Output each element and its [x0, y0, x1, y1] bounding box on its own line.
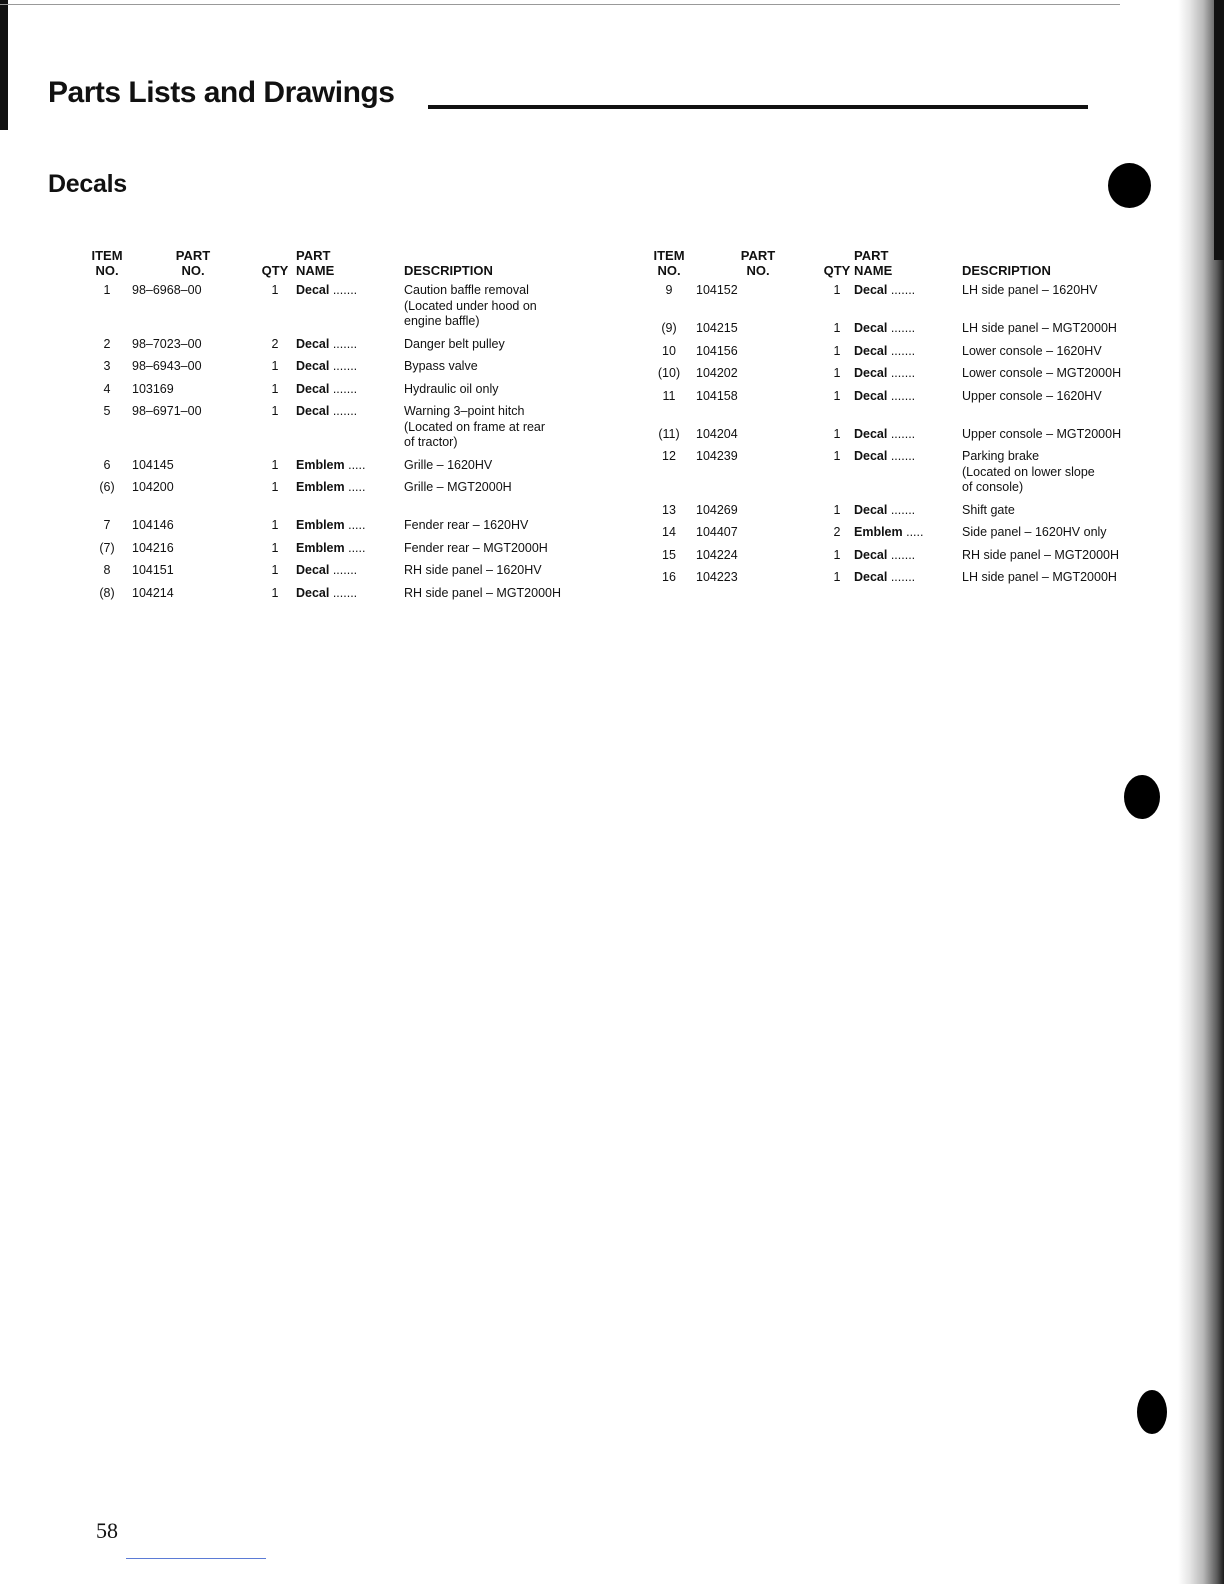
part-no-cell: 104223 [696, 570, 738, 584]
item-no-cell: 8 [103, 563, 111, 577]
description-cell: Caution baffle removal (Located under hood on engine baffle) [404, 283, 537, 328]
part-name-cell [296, 563, 404, 586]
table-row [642, 366, 1162, 389]
title-rule [428, 105, 1088, 109]
part-name-text: Decal [854, 366, 888, 380]
part-no-cell: 104224 [696, 547, 738, 562]
part-no-cell: 98–6968–00 [132, 283, 202, 297]
description-cell: RH side panel – 1620HV [404, 563, 542, 577]
part-name-cell [296, 337, 404, 360]
qty-cell: 1 [833, 547, 841, 562]
part-name-text: Decal [854, 388, 888, 403]
part-name-text: Decal [854, 449, 888, 463]
leader-dots: ....... [329, 585, 358, 600]
part-name-text: Decal [854, 547, 888, 562]
table-row [642, 570, 1162, 593]
table-row [82, 563, 604, 586]
part-name-text: Decal [296, 283, 330, 297]
table-row [642, 389, 1162, 427]
part-no-cell: 98–6943–00 [132, 359, 202, 373]
table-row [82, 541, 604, 564]
qty-cell: 1 [271, 404, 279, 418]
part-no-cell: 104215 [696, 321, 738, 335]
item-no-cell: 10 [662, 343, 676, 358]
leader-dots: ....... [329, 283, 358, 297]
part-name-cell [854, 449, 962, 503]
part-name-text: Decal [296, 381, 330, 396]
table-row [82, 518, 604, 541]
page-frame-left [0, 0, 8, 130]
qty-cell: 1 [833, 449, 841, 463]
part-no-cell: 104145 [132, 457, 174, 472]
part-no-cell: 104200 [132, 480, 174, 494]
item-no-cell: 7 [103, 518, 111, 532]
part-name-cell [854, 344, 962, 367]
leader-dots: ..... [344, 518, 366, 532]
item-no-cell: 1 [103, 283, 111, 297]
page-edge-top [0, 4, 1120, 5]
description-cell: RH side panel – MGT2000H [962, 547, 1120, 562]
item-no-cell: (11) [658, 426, 680, 441]
item-no-cell: (9) [661, 321, 677, 335]
part-name-cell [296, 382, 404, 405]
qty-cell: 1 [271, 359, 279, 373]
description-cell: Grille – MGT2000H [404, 480, 512, 494]
part-name-cell [854, 321, 962, 344]
part-name-text: Decal [296, 359, 330, 373]
qty-cell: 1 [271, 381, 279, 396]
qty-cell: 1 [271, 283, 279, 297]
description-cell: Grille – 1620HV [404, 457, 493, 472]
qty-cell: 1 [833, 388, 841, 403]
part-name-cell [854, 283, 962, 321]
part-no-cell: 98–6971–00 [132, 404, 202, 418]
description-cell: Fender rear – 1620HV [404, 518, 529, 532]
part-no-cell: 104407 [696, 525, 738, 539]
binder-hole-middle [1124, 775, 1160, 819]
part-name-text: Decal [854, 502, 888, 517]
part-no-cell: 104156 [696, 343, 738, 358]
part-name-cell [854, 570, 962, 593]
item-no-cell: 5 [103, 404, 111, 418]
table-header-row [642, 248, 1162, 283]
leader-dots: ....... [329, 563, 358, 577]
table-row [642, 548, 1162, 571]
description-cell: Warning 3–point hitch (Located on frame at rear of tractor) [404, 404, 546, 449]
part-name-cell [854, 525, 962, 548]
part-name-text: Decal [296, 404, 330, 418]
item-no-cell: 9 [665, 283, 673, 297]
leader-dots: ....... [887, 502, 916, 517]
leader-dots: ....... [329, 381, 358, 396]
part-name-text: Emblem [296, 480, 345, 494]
leader-dots: ....... [887, 426, 916, 441]
item-no-cell: 12 [662, 449, 676, 463]
header-item-no: ITEM NO. [653, 248, 685, 278]
part-no-cell: 104269 [696, 502, 738, 517]
header-part-name: PART NAME [296, 248, 335, 278]
footer-rule [126, 1558, 266, 1559]
description-cell: LH side panel – MGT2000H [962, 321, 1117, 335]
item-no-cell: 14 [662, 525, 676, 539]
description-cell: LH side panel – MGT2000H [962, 570, 1117, 584]
table-row [82, 359, 604, 382]
part-name-cell [296, 283, 404, 337]
table-row [82, 283, 604, 337]
qty-cell: 1 [271, 585, 279, 600]
leader-dots: ..... [344, 480, 366, 494]
qty-cell: 1 [833, 283, 841, 297]
part-no-cell: 104158 [696, 388, 738, 403]
parts-table-left-body [82, 283, 604, 608]
qty-cell: 1 [271, 480, 279, 494]
item-no-cell: 16 [662, 570, 676, 584]
table-row [82, 480, 604, 518]
description-cell: Shift gate [962, 502, 1015, 517]
page-number: 58 [96, 1518, 118, 1543]
leader-dots: ....... [887, 449, 916, 463]
description-cell: RH side panel – MGT2000H [404, 585, 562, 600]
qty-cell: 1 [833, 366, 841, 380]
qty-cell: 1 [833, 502, 841, 517]
item-no-cell: 13 [662, 502, 676, 517]
table-row [642, 427, 1162, 450]
item-no-cell: 2 [103, 336, 111, 351]
table-row [82, 404, 604, 458]
leader-dots: ..... [344, 457, 366, 472]
part-name-text: Emblem [854, 525, 903, 539]
description-cell: Lower console – MGT2000H [962, 366, 1122, 380]
qty-cell: 2 [271, 336, 279, 351]
leader-dots: ....... [887, 547, 916, 562]
table-row [642, 344, 1162, 367]
qty-cell: 1 [271, 563, 279, 577]
qty-cell: 1 [271, 518, 279, 532]
description-cell: LH side panel – 1620HV [962, 283, 1098, 297]
leader-dots: ....... [887, 388, 916, 403]
leader-dots: ....... [329, 404, 358, 418]
part-no-cell: 103169 [132, 381, 174, 396]
binder-hole-bottom [1137, 1390, 1167, 1434]
table-row [642, 525, 1162, 548]
part-name-cell [854, 366, 962, 389]
leader-dots: ....... [887, 366, 916, 380]
description-cell: Upper console – MGT2000H [962, 426, 1122, 441]
description-cell: Lower console – 1620HV [962, 343, 1102, 358]
leader-dots: ....... [887, 321, 916, 335]
header-qty: QTY [823, 263, 851, 278]
part-no-cell: 98–7023–00 [132, 336, 202, 351]
item-no-cell: 4 [103, 381, 111, 396]
part-no-cell: 104146 [132, 518, 174, 532]
part-no-cell: 104151 [132, 563, 174, 577]
table-header-row [82, 248, 604, 283]
leader-dots: ....... [329, 336, 358, 351]
part-name-cell [296, 480, 404, 518]
leader-dots: ....... [329, 359, 358, 373]
part-no-cell: 104202 [696, 366, 738, 380]
parts-table-right-body [642, 283, 1162, 593]
description-cell: Parking brake (Located on lower slope of console) [962, 449, 1095, 494]
parts-table-left [82, 248, 604, 608]
header-item-no: ITEM NO. [91, 248, 123, 278]
description-cell: Fender rear – MGT2000H [404, 540, 548, 555]
part-no-cell: 104152 [696, 283, 738, 297]
part-name-text: Decal [854, 570, 888, 584]
part-no-cell: 104216 [132, 540, 174, 555]
item-no-cell: (10) [657, 366, 681, 380]
part-name-cell [854, 548, 962, 571]
part-name-text: Emblem [296, 457, 345, 472]
part-no-cell: 104239 [696, 449, 738, 463]
item-no-cell: 3 [103, 359, 111, 373]
header-description: DESCRIPTION [962, 263, 1051, 278]
item-no-cell: (8) [99, 585, 115, 600]
page-title: Parts Lists and Drawings [48, 76, 395, 109]
qty-cell: 2 [833, 525, 841, 539]
header-qty: QTY [261, 263, 289, 278]
part-name-cell [296, 359, 404, 382]
item-no-cell: (7) [99, 540, 115, 555]
table-row [82, 382, 604, 405]
header-description: DESCRIPTION [404, 263, 493, 278]
part-name-cell [854, 389, 962, 427]
part-name-text: Decal [854, 321, 888, 335]
item-no-cell: 6 [103, 457, 111, 472]
description-cell: Bypass valve [404, 359, 478, 373]
description-cell: Upper console – 1620HV [962, 388, 1102, 403]
leader-dots: ..... [902, 525, 924, 539]
qty-cell: 1 [833, 570, 841, 584]
qty-cell: 1 [271, 540, 279, 555]
description-cell: Hydraulic oil only [404, 381, 499, 396]
leader-dots: ....... [887, 570, 916, 584]
table-row [642, 321, 1162, 344]
part-name-text: Emblem [296, 540, 345, 555]
part-name-cell [296, 586, 404, 609]
part-no-cell: 104214 [132, 585, 174, 600]
table-row [642, 503, 1162, 526]
item-no-cell: (6) [99, 480, 115, 494]
header-part-no: PART NO. [175, 248, 211, 278]
table-row [82, 458, 604, 481]
binder-hole-top [1108, 163, 1151, 208]
table-row [82, 586, 604, 609]
part-name-cell [296, 541, 404, 564]
part-name-cell [854, 503, 962, 526]
part-name-text: Emblem [296, 518, 345, 532]
page-right-edge-dark [1214, 0, 1224, 260]
part-name-text: Decal [854, 426, 888, 441]
part-name-cell [296, 518, 404, 541]
qty-cell: 1 [833, 426, 841, 441]
part-name-text: Decal [296, 563, 330, 577]
item-no-cell: 11 [662, 388, 676, 403]
description-cell: Danger belt pulley [404, 336, 505, 351]
qty-cell: 1 [271, 457, 279, 472]
table-row [82, 337, 604, 360]
table-row [642, 449, 1162, 503]
header-part-no: PART NO. [740, 248, 776, 278]
part-name-cell [296, 404, 404, 458]
leader-dots: ....... [887, 343, 916, 358]
parts-table-right [642, 248, 1162, 593]
description-cell: Side panel – 1620HV only [962, 525, 1107, 539]
part-no-cell: 104204 [696, 426, 738, 441]
part-name-text: Decal [854, 283, 888, 297]
table-row [642, 283, 1162, 321]
qty-cell: 1 [833, 321, 841, 335]
item-no-cell: 15 [662, 547, 676, 562]
part-name-cell [296, 458, 404, 481]
section-title: Decals [48, 170, 127, 198]
part-name-text: Decal [296, 336, 330, 351]
leader-dots: ..... [344, 540, 366, 555]
part-name-text: Decal [854, 343, 888, 358]
part-name-cell [854, 427, 962, 450]
leader-dots: ....... [887, 283, 916, 297]
qty-cell: 1 [833, 343, 841, 358]
header-part-name: PART NAME [854, 248, 893, 278]
part-name-text: Decal [296, 585, 330, 600]
